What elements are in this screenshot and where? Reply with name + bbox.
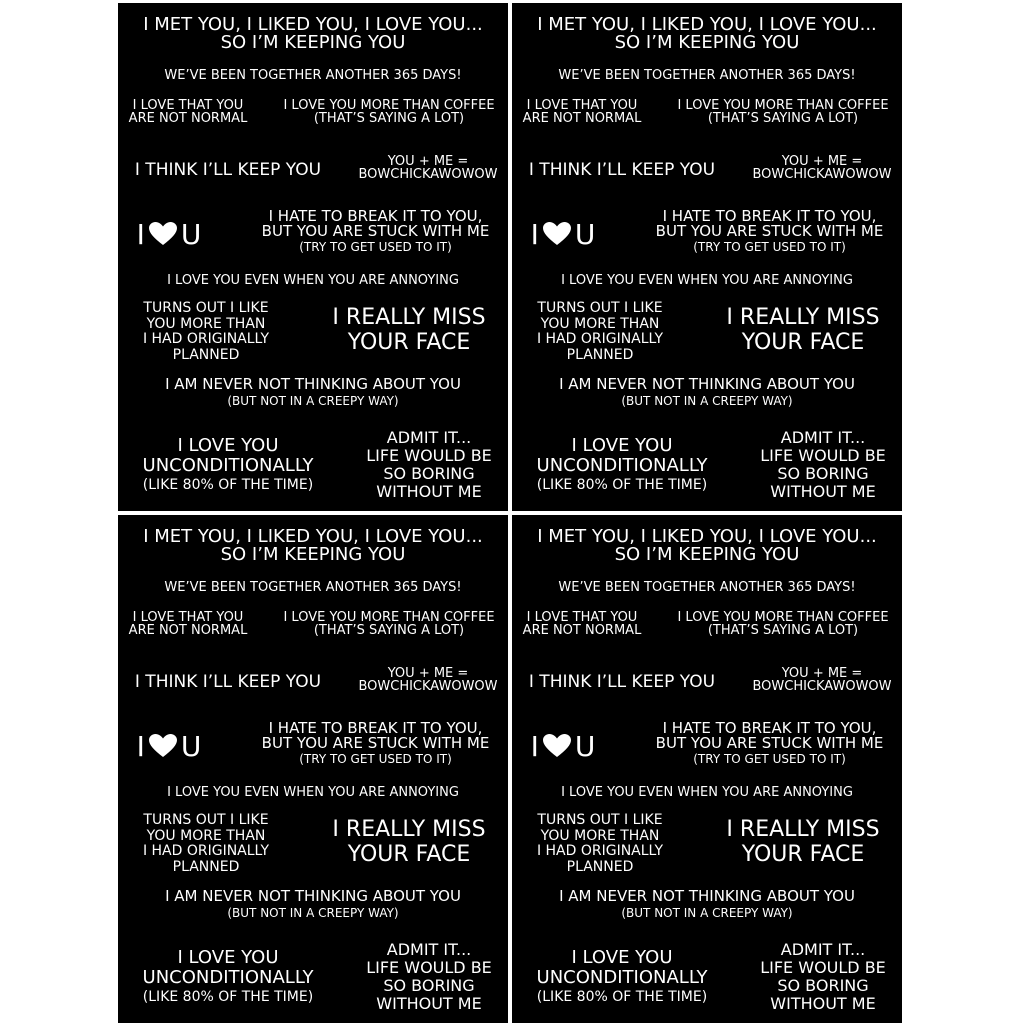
- phrase-line: (BUT NOT IN A CREEPY WAY): [621, 906, 793, 920]
- phrase-i-heart-u: [518, 218, 608, 251]
- phrase-line: ADMIT IT...: [780, 428, 866, 447]
- phrase-line: I LOVE THAT YOU: [132, 98, 244, 113]
- phrase-line: I LOVE YOU: [571, 435, 673, 456]
- phrase-line: WITHOUT ME: [770, 993, 876, 1013]
- phrase-line: I AM NEVER NOT THINKING ABOUT YOU: [559, 375, 855, 393]
- phrase-met-you: [118, 528, 508, 564]
- phrase-line: (TRY TO GET USED TO IT): [299, 240, 452, 254]
- phrase-line: LIFE WOULD BE: [760, 957, 886, 977]
- phrase-line: BOWCHICKAWOWOW: [752, 679, 892, 694]
- phrase-line: I HATE TO BREAK IT TO YOU,: [268, 719, 483, 737]
- phrase-line: I LOVE THAT YOU: [526, 610, 638, 625]
- phrase-miss-your-face: [708, 818, 898, 868]
- phrase-unconditionally: [130, 948, 326, 1005]
- letter-i: I: [136, 730, 145, 763]
- phrase-line: WITHOUT ME: [376, 481, 482, 501]
- phrase-line: LIFE WOULD BE: [760, 445, 886, 465]
- phrase-line: YOUR FACE: [347, 841, 471, 867]
- phrase-line: SO BORING: [777, 975, 869, 995]
- phrase-line: YOU + ME =: [781, 666, 863, 681]
- phrase-line: YOUR FACE: [741, 841, 865, 867]
- phrase-keep-you: I THINK I’LL KEEP YOU: [528, 160, 716, 180]
- phrase-line: ARE NOT NORMAL: [522, 623, 642, 638]
- phrase-stuck-with-me: [637, 209, 902, 253]
- phrase-line: (THAT’S SAYING A LOT): [313, 623, 465, 638]
- phrase-line: I AM NEVER NOT THINKING ABOUT YOU: [559, 887, 855, 905]
- phrase-line: BUT YOU ARE STUCK WITH ME: [261, 734, 490, 752]
- phrase-admit-it: [748, 941, 898, 1013]
- sentiment-card: [512, 515, 902, 1023]
- phrase-line: I HATE TO BREAK IT TO YOU,: [662, 207, 877, 225]
- phrase-miss-your-face: [314, 306, 504, 356]
- phrase-line: I AM NEVER NOT THINKING ABOUT YOU: [165, 375, 461, 393]
- phrase-turns-out: [524, 301, 676, 364]
- phrase-line: PLANNED: [172, 347, 240, 364]
- phrase-admit-it: [354, 429, 504, 501]
- letter-u: U: [574, 218, 596, 251]
- phrase-line: SO I’M KEEPING YOU: [220, 544, 406, 565]
- phrase-line: BOWCHICKAWOWOW: [752, 167, 892, 182]
- phrase-keep-you: I THINK I’LL KEEP YOU: [134, 672, 322, 692]
- phrase-line: YOU + ME =: [387, 154, 469, 169]
- phrase-line: (LIKE 80% OF THE TIME): [536, 476, 708, 493]
- phrase-line: SO BORING: [383, 463, 475, 483]
- phrase-line: I REALLY MISS: [726, 305, 880, 330]
- phrase-line: (THAT’S SAYING A LOT): [707, 111, 859, 126]
- phrase-line: I MET YOU, I LIKED YOU, I LOVE YOU...: [537, 14, 877, 35]
- phrase-line: SO BORING: [777, 463, 869, 483]
- phrase-line: ADMIT IT...: [386, 428, 472, 447]
- phrase-line: PLANNED: [566, 859, 634, 876]
- phrase-line: BOWCHICKAWOWOW: [358, 167, 498, 182]
- letter-u: U: [180, 218, 202, 251]
- phrase-you-plus-me: [348, 155, 508, 181]
- phrase-not-normal: [124, 99, 252, 125]
- phrase-stuck-with-me: [243, 209, 508, 253]
- phrase-line: BUT YOU ARE STUCK WITH ME: [655, 734, 884, 752]
- phrase-line: WITHOUT ME: [770, 481, 876, 501]
- phrase-line: TURNS OUT I LIKE: [143, 300, 269, 316]
- phrase-you-plus-me: [742, 667, 902, 693]
- phrase-line: UNCONDITIONALLY: [142, 966, 314, 988]
- phrase-line: (LIKE 80% OF THE TIME): [142, 988, 314, 1005]
- phrase-never-not-thinking: [118, 889, 508, 919]
- phrase-unconditionally: [524, 436, 720, 493]
- phrase-met-you: [118, 16, 508, 52]
- phrase-line: ADMIT IT...: [386, 940, 472, 959]
- phrase-i-heart-u: [518, 730, 608, 763]
- phrase-line: I HATE TO BREAK IT TO YOU,: [662, 719, 877, 737]
- heart-icon: [149, 222, 177, 246]
- phrase-together: WE’VE BEEN TOGETHER ANOTHER 365 DAYS!: [558, 68, 856, 83]
- sentiment-card: [118, 3, 508, 511]
- phrase-keep-you: I THINK I’LL KEEP YOU: [134, 160, 322, 180]
- phrase-line: YOU + ME =: [781, 154, 863, 169]
- sentiment-card: [118, 515, 508, 1023]
- phrase-line: UNCONDITIONALLY: [142, 454, 314, 476]
- phrase-line: YOU MORE THAN: [146, 827, 266, 844]
- phrase-line: YOUR FACE: [347, 329, 471, 355]
- phrase-miss-your-face: [314, 818, 504, 868]
- phrase-i-heart-u: [124, 218, 214, 251]
- phrase-annoying: I LOVE YOU EVEN WHEN YOU ARE ANNOYING: [561, 273, 853, 288]
- phrase-line: LIFE WOULD BE: [366, 957, 492, 977]
- phrase-line: WITHOUT ME: [376, 993, 482, 1013]
- phrase-annoying: I LOVE YOU EVEN WHEN YOU ARE ANNOYING: [561, 785, 853, 800]
- letter-u: U: [574, 730, 596, 763]
- phrase-line: I MET YOU, I LIKED YOU, I LOVE YOU...: [143, 14, 483, 35]
- letter-i: I: [530, 730, 539, 763]
- phrase-coffee: [670, 99, 896, 125]
- phrase-turns-out: [130, 301, 282, 364]
- phrase-line: YOU MORE THAN: [540, 315, 660, 332]
- phrase-never-not-thinking: [118, 377, 508, 407]
- phrase-line: (BUT NOT IN A CREEPY WAY): [227, 906, 399, 920]
- phrase-line: I LOVE YOU MORE THAN COFFEE: [677, 610, 889, 625]
- phrase-line: I LOVE YOU: [177, 435, 279, 456]
- phrase-stuck-with-me: [243, 721, 508, 765]
- phrase-line: YOU + ME =: [387, 666, 469, 681]
- phrase-keep-you: I THINK I’LL KEEP YOU: [528, 672, 716, 692]
- phrase-line: I REALLY MISS: [332, 817, 486, 842]
- phrase-line: I LOVE YOU MORE THAN COFFEE: [677, 98, 889, 113]
- phrase-together: WE’VE BEEN TOGETHER ANOTHER 365 DAYS!: [164, 68, 462, 83]
- phrase-coffee: [276, 611, 502, 637]
- phrase-coffee: [670, 611, 896, 637]
- phrase-stuck-with-me: [637, 721, 902, 765]
- phrase-met-you: [512, 528, 902, 564]
- heart-icon: [149, 734, 177, 758]
- phrase-line: I HAD ORIGINALLY: [142, 843, 270, 860]
- phrase-line: (BUT NOT IN A CREEPY WAY): [227, 394, 399, 408]
- phrase-line: TURNS OUT I LIKE: [537, 812, 663, 828]
- letter-i: I: [530, 218, 539, 251]
- phrase-line: SO I’M KEEPING YOU: [614, 544, 800, 565]
- phrase-not-normal: [518, 99, 646, 125]
- phrase-line: ADMIT IT...: [780, 940, 866, 959]
- phrase-line: (TRY TO GET USED TO IT): [693, 240, 846, 254]
- phrase-line: I LOVE YOU: [177, 947, 279, 968]
- phrase-together: WE’VE BEEN TOGETHER ANOTHER 365 DAYS!: [558, 580, 856, 595]
- phrase-line: I LOVE THAT YOU: [132, 610, 244, 625]
- phrase-line: BUT YOU ARE STUCK WITH ME: [261, 222, 490, 240]
- phrase-line: (THAT’S SAYING A LOT): [313, 111, 465, 126]
- phrase-line: BOWCHICKAWOWOW: [358, 679, 498, 694]
- phrase-miss-your-face: [708, 306, 898, 356]
- phrase-line: BUT YOU ARE STUCK WITH ME: [655, 222, 884, 240]
- phrase-i-heart-u: [124, 730, 214, 763]
- sentiment-card: [512, 3, 902, 511]
- phrase-line: ARE NOT NORMAL: [128, 111, 248, 126]
- letter-i: I: [136, 218, 145, 251]
- phrase-line: I REALLY MISS: [726, 817, 880, 842]
- phrase-line: (TRY TO GET USED TO IT): [299, 752, 452, 766]
- phrase-line: I MET YOU, I LIKED YOU, I LOVE YOU...: [537, 526, 877, 547]
- phrase-line: TURNS OUT I LIKE: [537, 300, 663, 316]
- phrase-line: I LOVE YOU MORE THAN COFFEE: [283, 610, 495, 625]
- phrase-you-plus-me: [348, 667, 508, 693]
- phrase-line: I HAD ORIGINALLY: [536, 843, 664, 860]
- letter-u: U: [180, 730, 202, 763]
- phrase-line: LIFE WOULD BE: [366, 445, 492, 465]
- phrase-you-plus-me: [742, 155, 902, 181]
- phrase-line: I HAD ORIGINALLY: [142, 331, 270, 348]
- phrase-line: ARE NOT NORMAL: [128, 623, 248, 638]
- phrase-line: I LOVE YOU: [571, 947, 673, 968]
- phrase-line: YOU MORE THAN: [146, 315, 266, 332]
- phrase-line: I REALLY MISS: [332, 305, 486, 330]
- phrase-turns-out: [130, 813, 282, 876]
- phrase-line: SO BORING: [383, 975, 475, 995]
- phrase-annoying: I LOVE YOU EVEN WHEN YOU ARE ANNOYING: [167, 785, 459, 800]
- phrase-line: (BUT NOT IN A CREEPY WAY): [621, 394, 793, 408]
- phrase-line: I HATE TO BREAK IT TO YOU,: [268, 207, 483, 225]
- phrase-line: YOU MORE THAN: [540, 827, 660, 844]
- phrase-line: PLANNED: [566, 347, 634, 364]
- phrase-line: UNCONDITIONALLY: [536, 454, 708, 476]
- phrase-met-you: [512, 16, 902, 52]
- phrase-line: YOUR FACE: [741, 329, 865, 355]
- phrase-line: TURNS OUT I LIKE: [143, 812, 269, 828]
- phrase-never-not-thinking: [512, 889, 902, 919]
- phrase-line: I HAD ORIGINALLY: [536, 331, 664, 348]
- phrase-line: (TRY TO GET USED TO IT): [693, 752, 846, 766]
- phrase-never-not-thinking: [512, 377, 902, 407]
- phrase-unconditionally: [524, 948, 720, 1005]
- phrase-admit-it: [748, 429, 898, 501]
- phrase-together: WE’VE BEEN TOGETHER ANOTHER 365 DAYS!: [164, 580, 462, 595]
- phrase-line: I LOVE YOU MORE THAN COFFEE: [283, 98, 495, 113]
- phrase-turns-out: [524, 813, 676, 876]
- heart-icon: [543, 222, 571, 246]
- phrase-line: SO I’M KEEPING YOU: [614, 32, 800, 53]
- phrase-line: ARE NOT NORMAL: [522, 111, 642, 126]
- phrase-admit-it: [354, 941, 504, 1013]
- phrase-line: (THAT’S SAYING A LOT): [707, 623, 859, 638]
- phrase-annoying: I LOVE YOU EVEN WHEN YOU ARE ANNOYING: [167, 273, 459, 288]
- phrase-line: (LIKE 80% OF THE TIME): [142, 476, 314, 493]
- phrase-line: I AM NEVER NOT THINKING ABOUT YOU: [165, 887, 461, 905]
- phrase-line: PLANNED: [172, 859, 240, 876]
- phrase-line: (LIKE 80% OF THE TIME): [536, 988, 708, 1005]
- phrase-coffee: [276, 99, 502, 125]
- phrase-line: SO I’M KEEPING YOU: [220, 32, 406, 53]
- phrase-not-normal: [518, 611, 646, 637]
- phrase-not-normal: [124, 611, 252, 637]
- phrase-line: UNCONDITIONALLY: [536, 966, 708, 988]
- heart-icon: [543, 734, 571, 758]
- phrase-unconditionally: [130, 436, 326, 493]
- phrase-line: I LOVE THAT YOU: [526, 98, 638, 113]
- phrase-line: I MET YOU, I LIKED YOU, I LOVE YOU...: [143, 526, 483, 547]
